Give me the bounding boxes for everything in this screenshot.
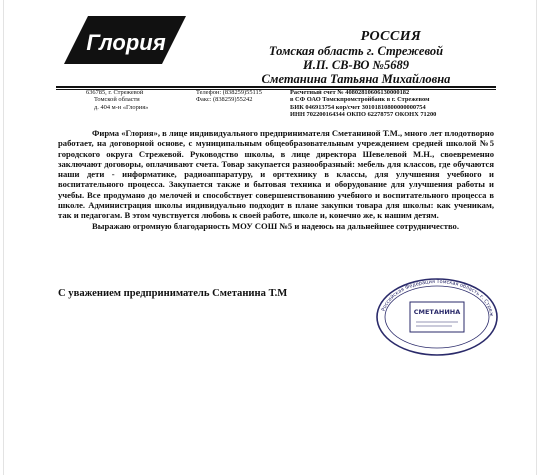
header-region: Томская область г. Стрежевой [268,44,444,58]
address-line: Томской области [94,96,140,104]
signature-line: С уважением предприниматель Сметанина Т.М [58,288,288,299]
phone-line: Телефон: (838259)55115 [196,89,262,96]
company-logo [62,14,190,66]
address-line: д. 404 м-н «Глория» [94,103,149,111]
header-rule-thick [56,86,496,88]
header-country: РОССИЯ [360,29,422,44]
fax-line: Факс: (838259)55242 [196,96,253,104]
letter-body [58,128,494,231]
requisites-bank [290,89,498,119]
scan-edge-left [3,0,4,475]
seal-center-text: СМЕТАНИНА [413,308,461,316]
header-ip-certificate: И.П. СВ-ВО №5689 [303,58,409,72]
seal-ring-text: Российская Федерация Томская область г. Стреж [380,278,495,317]
bank-line: Расчетный счет № 40802810606130000182 [290,89,410,96]
logo-text: Глория [86,30,166,55]
bank-line: БИК 046913754 кор/счет 30101810800000000754 [290,103,426,111]
requisites-address [86,89,178,111]
body-paragraph: Выражаю огромную благодарность МОУ СОШ №5 и надеюсь на дальнейшее сотрудничество. [92,220,459,231]
body-paragraph: Фирма «Глория», в лице индивидуального предпринимателя Сметаниной Т.М., много лет плодотворно работает, на договорной основе, с муниципальным общеобразовательным учреждением средней школой №5 городского округа Стрежевой. Руководство школы, в лице директора Шевелевой М.Н., своевременно заключают договоры, оплачивают счета. Товар закупается разнообразный: мебель для классов, где обучаются наши дети - информатике, радиоаппаратуру, и оргтехнику в классы, для улучшения учебного и воспитательного процесса. Закупается также и бытовая техника и оборудование для улучшения работы и учебы. Все продумано до мелочей и способствует совершенствованию учебного и воспитательного процесса в школе. Администрация школы индивидуально подходит в плане закупки товара для школы: как ученикам, так и педагогам. В этом чувствуется любовь к своей работе, школе и, конечно же, к нашим детям. [58,128,494,221]
round-seal-stamp [372,276,502,358]
letterhead [206,30,506,87]
bank-line: в СФ ОАО Томскпромстройбанк в г. Стрежевом [290,96,430,104]
scan-edge-right [536,0,537,475]
requisites-phones [196,89,284,104]
header-owner-name: Сметанина Татьяна Михайловна [261,72,451,86]
bank-line: ИНН 702200164344 ОКПО 62278757 ОКОНХ 71200 [290,111,437,119]
address-line: 636785, г. Стрежевой [86,89,144,96]
